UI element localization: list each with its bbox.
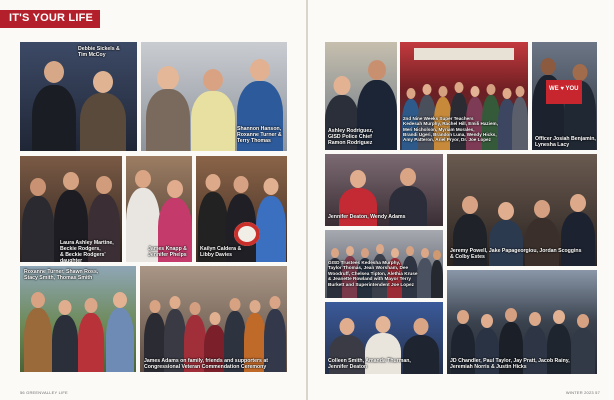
caption-photo-r7: Colleen Smith, Amanda Thurman, Jennifer Deaton	[328, 358, 411, 370]
caption-photo-r5: Jeremy Powell, Jake Papageorgiou, Jordan Scoggins & Colby Estes	[450, 248, 582, 260]
photo-colleen-amanda-jennifer	[325, 302, 443, 374]
right-folio: WINTER 2023 57	[565, 390, 600, 395]
caption-photo-r8: JD Chandler, Paul Taylor, Jay Pratt, Jacob Rainy, Jeremiah Norris & Justin Hicks	[450, 358, 570, 370]
photo-super-teachers	[400, 42, 528, 150]
photo-james-jennifer	[126, 156, 192, 262]
section-header	[0, 10, 100, 28]
photo-ashley-ramon	[325, 42, 397, 150]
caption-photo-r4: Jennifer Deaton, Wendy Adams	[328, 214, 406, 220]
caption-photo-4: James Knapp & Jennifer Phelps	[148, 246, 187, 258]
photo-debbie-tim	[20, 42, 137, 151]
caption-photo-r3: Officer Josiah Benjamin, Lynesha Lacy	[535, 136, 596, 148]
caption-photo-r2: 2nd Nine Weeks Super Teachers Kedesah Murphy, Rachel Hill, Emili Haziem, Meri Nicholson, Myriam Morales, Brandi Ugeri, Brandon Luna, Wendy Hicks, Amy Patteron, Ariel Pryor, Dr. Joe Lopez	[403, 116, 498, 143]
left-page	[0, 0, 306, 400]
photo-josiah-lynesha	[532, 42, 597, 150]
photo-shannon-roxanne-terry	[141, 42, 287, 151]
photo-gisd-trustees	[325, 230, 443, 298]
caption-photo-7: James Adams on family, friends and supporters at Congressional Veteran Commendation Ceremony	[144, 358, 268, 370]
photo-james-adams-ceremony	[140, 266, 287, 372]
photo-jeremy-jake-jordan-colby	[447, 154, 597, 266]
right-page	[308, 0, 614, 400]
sign-text: WE ♥ YOU	[549, 86, 579, 92]
we-love-you-sign	[546, 80, 582, 104]
photo-jennifer-wendy	[325, 154, 443, 226]
caption-photo-r1: Ashley Rodriguez, GISD Police Chief Ramon Rodriguez	[328, 128, 374, 146]
section-title: IT'S YOUR LIFE	[9, 12, 94, 24]
caption-photo-r6: GISD Trustees Kedesha Murphy, Taylor Thomas, Jean Worsham, Dee Woodruff, Chelsea Tipton, Alethia Kruse & Jeanette Rowland with Mayor Terry Burkett and Superintendent Joe Lopez	[328, 260, 418, 287]
left-folio: 56 GREENVALLEY LIFE	[20, 390, 68, 395]
caption-photo-5: Kailyn Caldera & Libby Davies	[200, 246, 242, 258]
photo-roxanne-shawn-stacy-thomas	[20, 266, 136, 372]
caption-photo-6: Roxanne Turner, Shawn Ross, Stacy Smith, Thomas Smith	[24, 269, 99, 281]
caption-photo-1: Debbie Sickels & Tim McCoy	[78, 46, 120, 58]
photo-kailyn-libby	[196, 156, 287, 262]
photo-laura-beckie	[20, 156, 122, 262]
caption-photo-2: Shannon Hanson, Roxanne Turner & Terry Thomas	[237, 126, 282, 144]
caption-photo-3: Laura Ashley Martine, Beckie Rodgers, & Beckie Rodgers' daughter	[60, 240, 114, 262]
photo-jd-paul-jay-jacob-jeremiah-justin	[447, 270, 597, 374]
